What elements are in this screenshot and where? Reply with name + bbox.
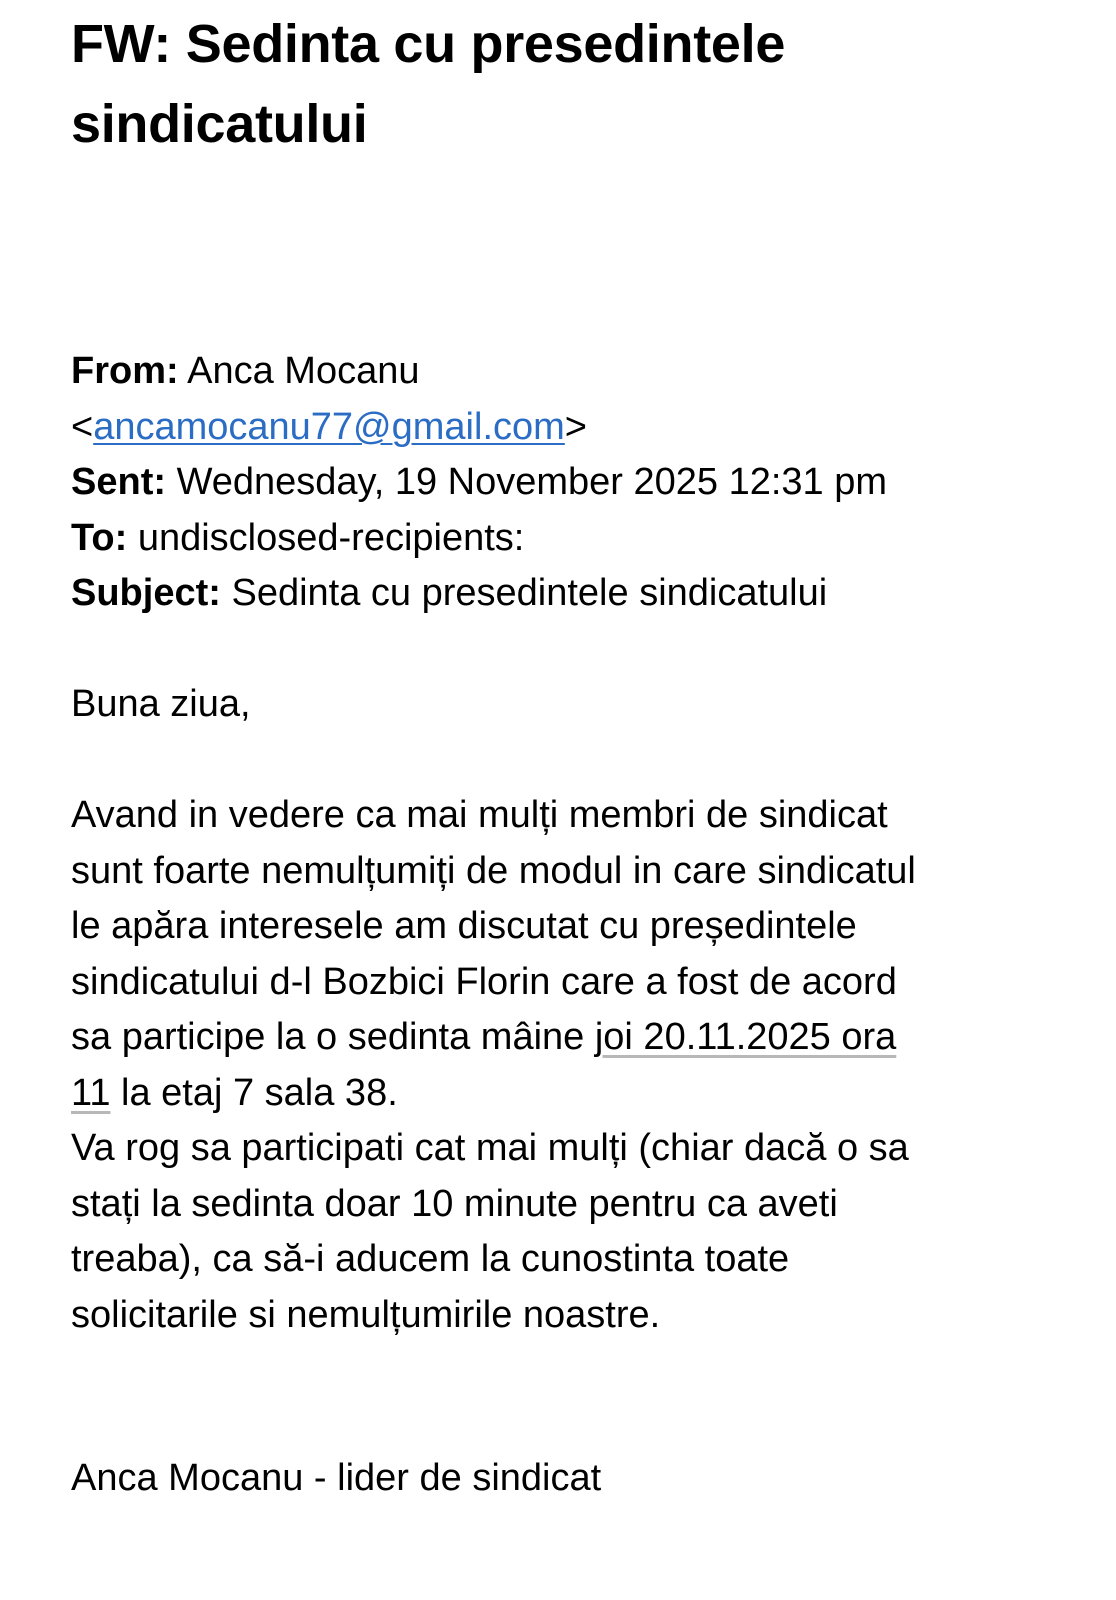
email-body [71, 677, 1091, 1343]
from-label: From: [71, 350, 179, 392]
body-line-text: la etaj 7 sala 38. [110, 1071, 398, 1114]
sent-value: Wednesday, 19 November 2025 12:31 pm [176, 461, 888, 503]
from-line [71, 344, 1071, 400]
to-label: To: [71, 516, 128, 559]
body-line: solicitarile si nemulțumirile noastre. [71, 1293, 661, 1336]
body-line: sunt foarte nemulțumiți de modul in care sindicatul [71, 849, 916, 892]
from-name: Anca Mocanu [187, 350, 420, 392]
body-line: Avand in vedere ca mai mulți membri de sindicat [71, 794, 888, 836]
meeting-time-link[interactable]: 11 [71, 1071, 111, 1114]
to-line [71, 511, 1071, 567]
title-line-1: FW: Sedinta cu presedintele [71, 14, 786, 74]
subject-label: Subject: [71, 572, 221, 614]
body-line [71, 1066, 1091, 1122]
greeting: Buna ziua, [71, 683, 251, 725]
body-line: stați la sedinta doar 10 minute pentru ca aveti [71, 1182, 838, 1225]
body-line [71, 1010, 1091, 1066]
body-line: Va rog sa participati cat mai mulți (chiar dacă o sa [71, 1127, 909, 1169]
title-line-2: sindicatului [71, 94, 368, 154]
body-line: sindicatului d-l Bozbici Florin care a fost de acord [71, 960, 897, 1003]
forwarded-headers [71, 344, 1071, 622]
angle-open: < [71, 405, 94, 448]
email-subject-title [71, 4, 1071, 164]
body-line: treaba), ca să-i aducem la cunostinta toate [71, 1238, 790, 1280]
meeting-datetime-link[interactable]: joi 20.11.2025 ora [594, 1016, 897, 1058]
angle-close: > [564, 405, 587, 448]
sent-label: Sent: [71, 461, 166, 503]
body-line-text: sa participe la o sedinta mâine [71, 1016, 595, 1058]
subject-value: Sedinta cu presedintele sindicatului [231, 572, 828, 614]
subject-line [71, 566, 1071, 622]
signature: Anca Mocanu - lider de sindicat [71, 1457, 602, 1499]
body-line: le apăra interesele am discutat cu președintele [71, 905, 857, 947]
sender-email-link[interactable]: ancamocanu77@gmail.com [93, 405, 565, 448]
sent-line [71, 455, 1071, 511]
to-value: undisclosed-recipients: [137, 516, 525, 559]
from-email-line [71, 400, 1071, 456]
